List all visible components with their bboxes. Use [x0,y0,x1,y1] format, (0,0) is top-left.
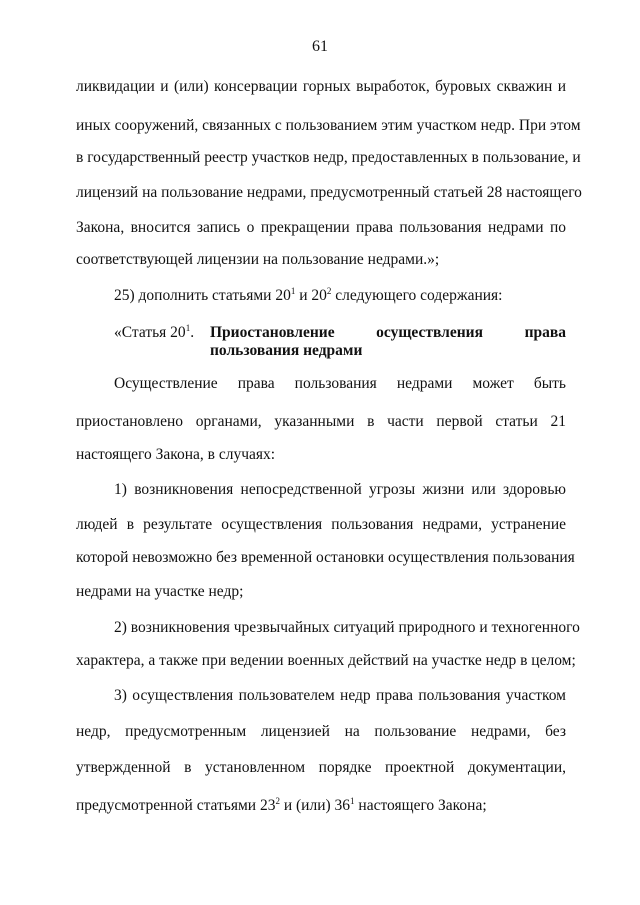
item-25: 25) дополнить статьями $20^1$ и $20^2$ следующего содержания: [114,286,503,304]
text-line: Закона, вносится запись о прекращении права пользования недрами по [76,219,566,236]
text-line: 2) возникновения чрезвычайных ситуаций природного и техногенного [114,619,580,636]
text-line: лицензий на пользование недрами, предусмотренный статьей 28 настоящего [76,184,582,201]
text-line: Осуществление права пользования недрами может быть [114,375,566,392]
text-line: настоящего Закона, в случаях: [76,446,276,463]
text-line: 3) осуществления пользователем недр права пользования участком [114,687,566,704]
article-title-cont: пользования недрами [210,342,363,359]
text-line: предусмотренной статьями $23^2$ и (или) $36^1$ настоящего Закона; [76,796,487,814]
text-line: приостановлено органами, указанными в части первой статьи 21 [76,413,566,430]
text-line: ликвидации и (или) консервации горных выработок, буровых скважин и [76,78,566,95]
text-line: характера, а также при ведении военных действий на участке недр в целом; [76,652,576,669]
text-line: 1) возникновения непосредственной угрозы жизни или здоровью [114,481,566,498]
text-line: недр, предусмотренным лицензией на пользование недрами, без [76,723,566,740]
text-line: недрами на участке недр; [76,583,244,600]
text-line: людей в результате осуществления пользования недрами, устранение [76,516,566,533]
article-title: Приостановление осуществления права [210,324,566,341]
text-line: которой невозможно без временной остановки осуществления пользования [76,549,575,566]
text-line: в государственный реестр участков недр, предоставленных в пользование, и [76,149,581,166]
text-line: утвержденной в установленном порядке проектной документации, [76,759,566,776]
text-line: соответствующей лицензии на пользование недрами.»; [76,251,440,268]
text-line: иных сооружений, связанных с пользованием этим участком недр. При этом [76,117,581,134]
page-number: 61 [312,38,328,55]
article-label: «Статья $20^1$. [114,323,195,341]
